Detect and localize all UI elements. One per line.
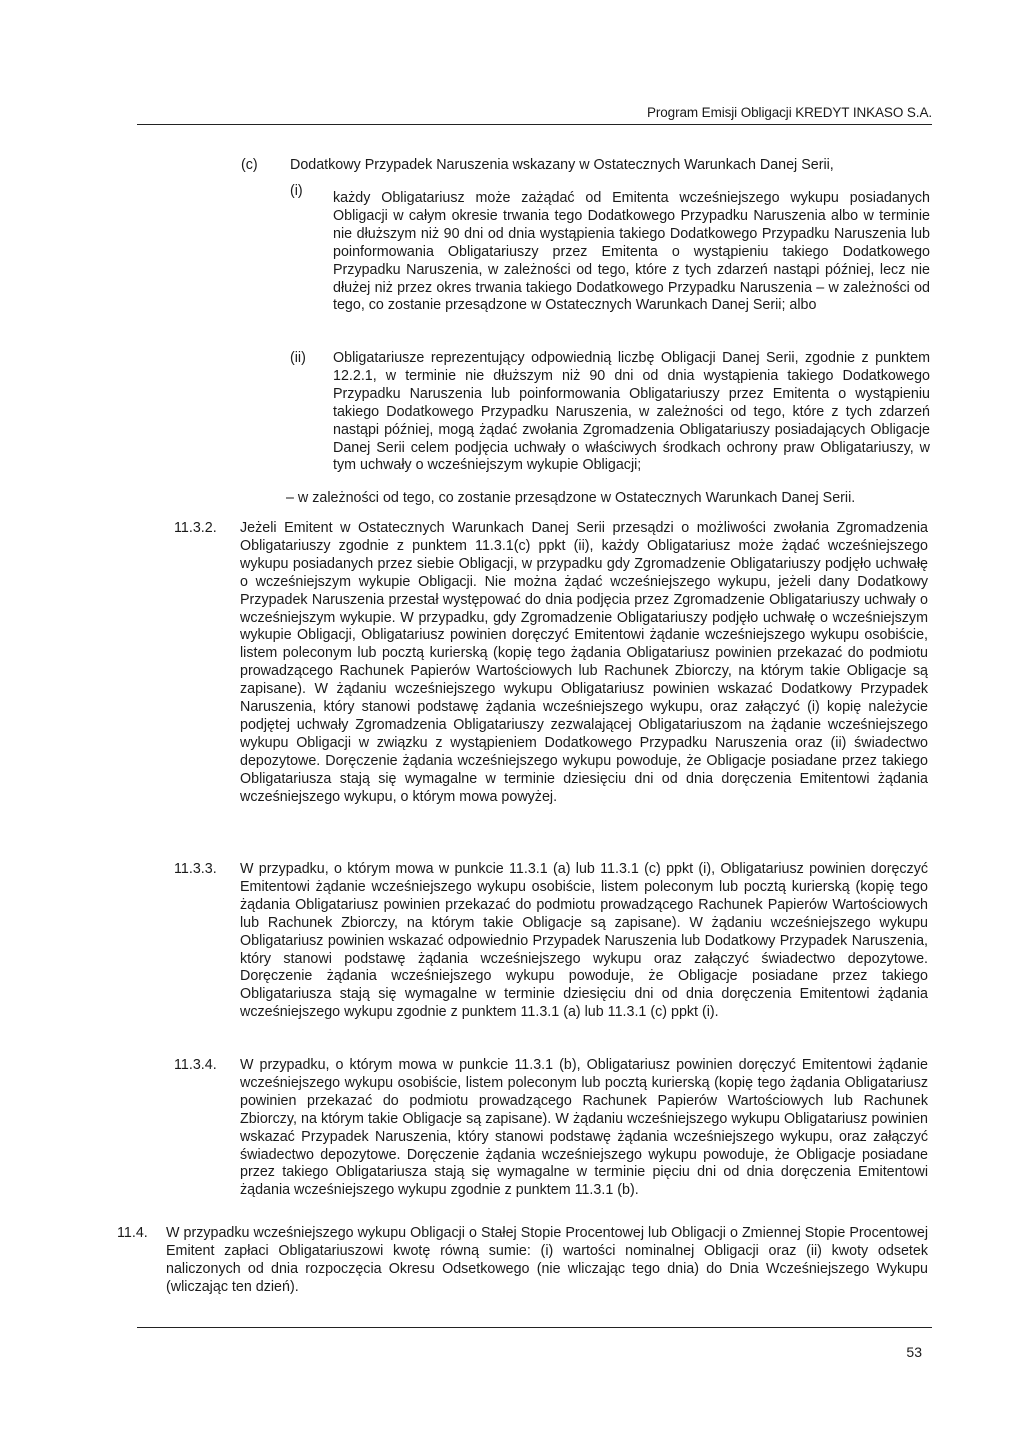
item-c-tail: – w zależności od tego, co zostanie przesądzone w Ostatecznych Warunkach Danej Serii. [286,490,856,506]
section-11-3-2-text: Jeżeli Emitent w Ostatecznych Warunkach Danej Serii przesądzi o możliwości zwołania Zgromadzenia Obligatariuszy zgodnie z punktem 11.3.1(c) ppkt (ii), każdy Obligatariusz może żądać wcześniejszego wykupu posiadanych przez siebie Obligacji, w przypadku gdy Zgromadzenie Obligatariuszy podjęło uchwałę o wcześniejszym wykupie Obligacji. Nie można żądać wcześniejszego wykupu, jeżeli dany Dodatkowy Przypadek Naruszenia przestał występować do dnia podjęcia przez Zgromadzenie Obligatariuszy uchwały o wcześniejszym wykupie. W przypadku, gdy Zgromadzenie Obligatariuszy podjęło uchwałę o wcześniejszym wykupie Obligacji, Obligatariusz powinien doręczyć Emitentowi żądanie wcześniejszego wykupu osobiście, listem poleconym lub pocztą kurierską (kopię tego żądania Obligatariusz powinien przekazać do podmiotu prowadzącego Rachunek Papierów Wartościowych lub Rachunek Zbiorczy, na którym takie Obligacje są zapisane). W żądaniu wcześniejszego wykupu Obligatariusz powinien wskazać Dodatkowy Przypadek Naruszenia, który stanowi podstawę żądania wcześniejszego wykupu, oraz załączyć (i) kopię należycie podjętej uchwały Zgromadzenia Obligatariuszy zezwalającej Obligatariuszom na żądanie wcześniejszego wykupu Obligacji w związku z wystąpieniem Dodatkowego Przypadku Naruszenia oraz (ii) świadectwo depozytowe. Doręczenie żądania wcześniejszego wykupu powoduje, że Obligacje posiadane przez takiego Obligatariusza stają się wymagalne w terminie dziesięciu dni od dnia doręczenia Emitentowi żądania wcześniejszego wykupu, o którym mowa powyżej. [240,520,928,805]
item-c-ii-text: Obligatariusze reprezentujący odpowiednią liczbę Obligacji Danej Serii, zgodnie z punktem 12.2.1, w terminie nie dłuższym niż 90 dni od dnia wystąpienia takiego Dodatkowego Przypadku Naruszenia lub poinformowania Obligatariuszy przez Emitenta o wystąpieniu takiego Dodatkowego Przypadku Naruszenia, w zależności od tego, które z tych zdarzeń nastąpi później, mogą żądać zwołania Zgromadzenia Obligatariuszy posiadających Obligacje Danej Serii celem podjęcia uchwały o właściwych środkach ochrony praw Obligatariuszy, w tym uchwały o wcześniejszym wykupie Obligacji; [333,350,930,474]
section-11-3-3-label: 11.3.3. [174,861,217,877]
item-c-i-label: (i) [290,183,303,199]
item-c-i-text: każdy Obligatariusz może zażądać od Emitenta wcześniejszego wykupu posiadanych Obligacji w całym okresie trwania tego Dodatkowego Przypadku Naruszenia albo w terminie nie dłuższym niż 90 dni od dnia wystąpienia takiego Dodatkowego Przypadku Naruszenia lub poinformowania Obligatariuszy przez Emitenta o wystąpieniu takiego Dodatkowego Przypadku Naruszenia, w zależności od tego, które z tych zdarzeń nastąpi później, lecz nie dłużej niż przez okres trwania takiego Dodatkowego Przypadku Naruszenia – w zależności od tego, co zostanie przesądzone w Ostatecznych Warunkach Danej Serii; albo [333,190,930,314]
section-11-4-text: W przypadku wcześniejszego wykupu Obligacji o Stałej Stopie Procentowej lub Obligacji o Zmiennej Stopie Procentowej Emitent zapłaci Obligatariuszowi kwotę równą sumie: (i) wartości nominalnej Obligacji oraz (ii) kwoty odsetek naliczonych od dnia rozpoczęcia Okresu Odsetkowego (nie wliczając tego dnia) do Dnia Wcześniejszego Wykupu (wliczając ten dzień). [166,1225,928,1295]
item-c-ii-label: (ii) [290,350,306,366]
footer-rule [137,1327,932,1328]
section-11-3-4-text: W przypadku, o którym mowa w punkcie 11.3.1 (b), Obligatariusz powinien doręczyć Emitentowi żądanie wcześniejszego wykupu osobiście, listem poleconym lub pocztą kurierską (kopię tego żądania Obligatariusz powinien przekazać do podmiotu prowadzącego Rachunek Papierów Wartościowych lub Rachunek Zbiorczy, na którym takie Obligacje są zapisane). W żądaniu wcześniejszego wykupu Obligatariusz powinien wskazać Przypadek Naruszenia, który stanowi podstawę żądania wcześniejszego wykupu, oraz załączyć świadectwo depozytowe. Doręczenie żądania wcześniejszego wykupu powoduje, że Obligacje posiadane przez takiego Obligatariusza stają się wymagalne w terminie pięciu dni od dnia doręczenia Emitentowi żądania wcześniejszego wykupu zgodnie z punktem 11.3.1 (b). [240,1057,928,1199]
page-number: 53 [906,1344,922,1360]
item-c-label: (c) [241,157,258,173]
section-11-3-2-label: 11.3.2. [174,520,217,536]
section-11-3-4-label: 11.3.4. [174,1057,217,1073]
section-11-4-label: 11.4. [117,1225,148,1241]
header-title: Program Emisji Obligacji KREDYT INKASO S.A. [646,105,932,120]
item-c-text: Dodatkowy Przypadek Naruszenia wskazany w Ostatecznych Warunkach Danej Serii, [290,157,834,173]
running-header [137,104,932,125]
section-11-3-3-text: W przypadku, o którym mowa w punkcie 11.3.1 (a) lub 11.3.1 (c) ppkt (i), Obligatariusz powinien doręczyć Emitentowi żądanie wcześniejszego wykupu osobiście, listem poleconym lub pocztą kurierską (kopię tego żądania Obligatariusz powinien przekazać do podmiotu prowadzącego Rachunek Papierów Wartościowych lub Rachunek Zbiorczy, na którym takie Obligacje są zapisane). W żądaniu wcześniejszego wykupu Obligatariusz powinien wskazać odpowiednio Przypadek Naruszenia lub Dodatkowy Przypadek Naruszenia, który stanowi podstawę żądania wcześniejszego wykupu oraz załączyć świadectwo depozytowe. Doręczenie żądania wcześniejszego wykupu powoduje, że Obligacje posiadane przez takiego Obligatariusza stają się wymagalne w terminie dziesięciu dni od dnia doręczenia Emitentowi żądania wcześniejszego wykupu zgodnie z punktem 11.3.1 (a) lub 11.3.1 (c) ppkt (i). [240,861,928,1021]
